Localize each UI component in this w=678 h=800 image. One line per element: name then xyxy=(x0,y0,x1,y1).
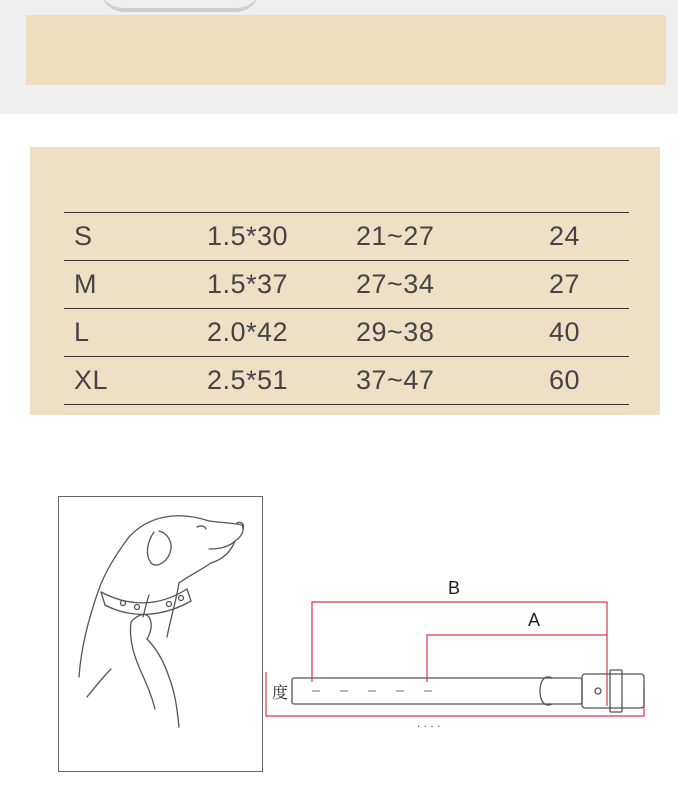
table-row xyxy=(64,212,629,260)
strap-end-text: 度 xyxy=(272,685,289,702)
collar-schematic xyxy=(262,570,662,750)
table-row xyxy=(64,308,629,356)
bottom-measurement-text: . . . . xyxy=(417,716,441,730)
top-band xyxy=(0,0,678,114)
neck-range-cell: 37~47 xyxy=(356,365,435,395)
width-length-cell: 2.5*51 xyxy=(207,365,289,395)
table-row xyxy=(64,260,629,308)
label-b: B xyxy=(448,578,461,598)
weight-cell: 60 xyxy=(549,365,581,395)
size-table xyxy=(64,212,629,405)
size-cell: XL xyxy=(74,365,109,395)
width-length-cell: 1.5*30 xyxy=(207,221,289,251)
weight-cell: 40 xyxy=(549,317,581,347)
neck-range-cell: 29~38 xyxy=(356,317,435,347)
size-cell: M xyxy=(74,269,97,299)
weight-cell: 27 xyxy=(549,269,581,299)
label-a: A xyxy=(528,610,541,630)
neck-range-cell: 21~27 xyxy=(356,221,435,251)
weight-cell: 24 xyxy=(549,221,581,251)
top-image-edge xyxy=(100,0,260,12)
size-cell: L xyxy=(74,317,90,347)
dog-drawing xyxy=(59,497,262,771)
dog-neck-illustration xyxy=(58,496,263,772)
neck-range-cell: 27~34 xyxy=(356,269,435,299)
width-length-cell: 1.5*37 xyxy=(207,269,289,299)
table-row xyxy=(64,356,629,405)
top-panel xyxy=(26,15,666,85)
size-cell: S xyxy=(74,221,93,251)
collar-measurement-diagram xyxy=(262,570,662,750)
width-length-cell: 2.0*42 xyxy=(207,317,289,347)
